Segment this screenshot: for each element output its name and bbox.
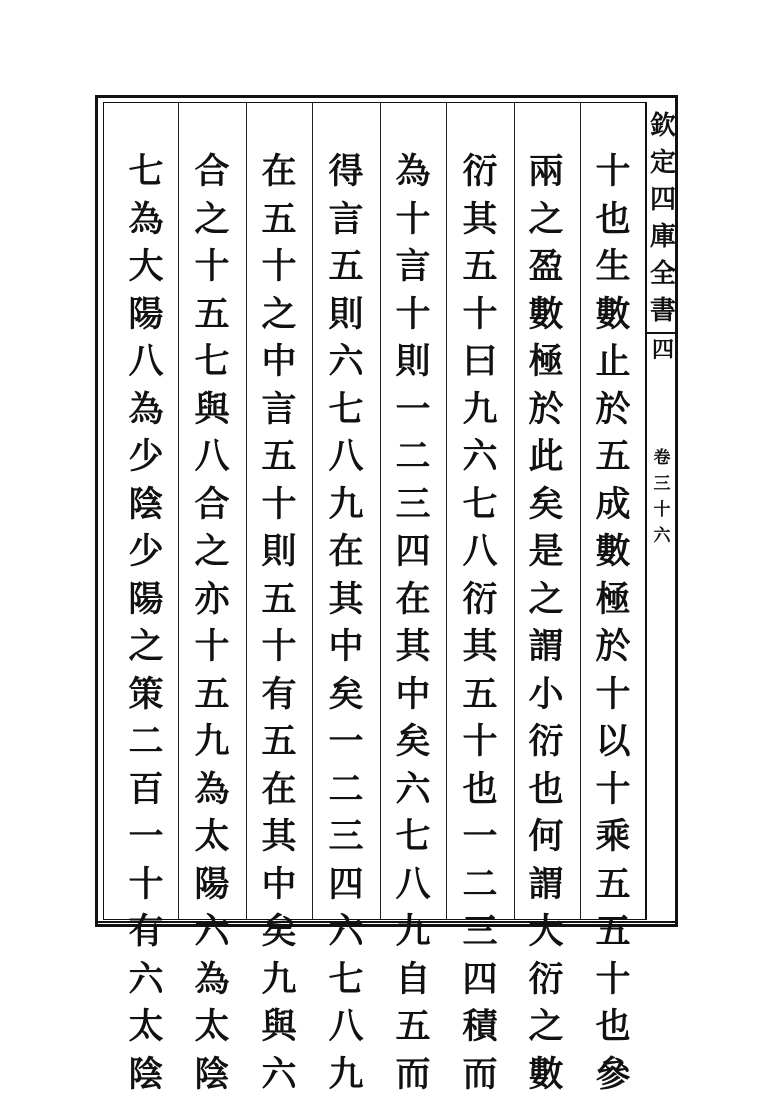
ear-mark: 四 [651,337,674,363]
text-column: 合 之 十 五 七 與 八 合 之 亦 十 五 九 為 太 陽 六 為 太 陰 [194,151,230,1095]
ear-rule [647,332,677,334]
column-rule [178,103,179,919]
text-column: 得 言 五 則 六 七 八 九 在 其 中 矣 一 二 三 四 六 七 八 九 [328,151,364,1095]
ear-divider [646,102,647,920]
book-title: 欽 定 四 庫 全 書 [650,111,677,326]
column-rule [580,103,581,919]
text-column: 在 五 十 之 中 言 五 十 則 五 十 有 五 在 其 中 矣 九 與 六 [261,151,297,1095]
text-column: 兩 之 盈 數 極 於 此 矣 是 之 謂 小 衍 也 何 謂 大 衍 之 數 [528,151,564,1095]
column-rule [446,103,447,919]
text-column: 衍 其 五 十 曰 九 六 七 八 衍 其 五 十 也 一 二 三 四 積 而 [462,151,498,1095]
text-column: 七 為 大 陽 八 為 少 陰 少 陽 之 策 二 百 一 十 有 六 太 陰 [128,151,164,1095]
column-rule [514,103,515,919]
text-column: 為 十 言 十 則 一 二 三 四 在 其 中 矣 六 七 八 九 自 五 而 [395,151,431,1095]
column-rule [246,103,247,919]
text-column: 十 也 生 數 止 於 五 成 數 極 於 十 以 十 乘 五 五 十 也 參 [595,151,631,1095]
column-rule [312,103,313,919]
volume-label: 卷 三 十 六 [653,448,671,546]
column-rule [380,103,381,919]
